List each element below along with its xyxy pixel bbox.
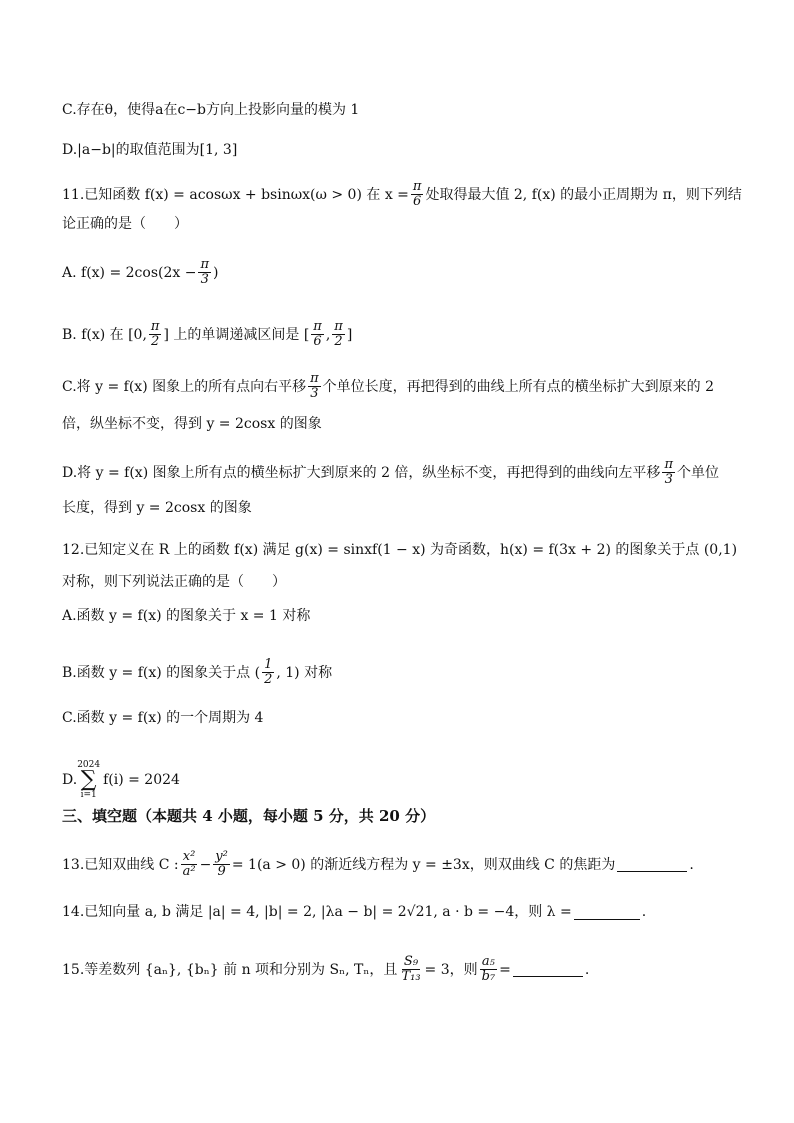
fraction-a5-over-b7: $\frac{\text{a₅}}{\text{b₇}}$: [481, 954, 496, 984]
question-14: 14.已知向量 a, b 满足 |a| = 4, |b| = 2, |λa − b| = 2√21, a · b = −4，则 λ = .: [62, 904, 647, 920]
q11-option-c-line2: 倍，纵坐标不变，得到 y = 2cosx 的图象: [62, 416, 322, 432]
question-11-stem-line1: 11.已知函数 f(x) = acosωx + bsinωx(ω > 0) 在 x = $\frac{\pi}{6}$ 处取得最大值 2, f(x) 的最小正周期为 π，则下列结: [62, 179, 742, 209]
answer-blank-13[interactable]: [617, 857, 687, 872]
q11-option-d-line1: D.将 y = f(x) 图象上所有点的横坐标扩大到原来的 2 倍，纵坐标不变，再把得到的曲线向左平移 $\frac{\pi}{3}$ 个单位: [62, 457, 719, 487]
fraction-s9-over-t13: $\frac{\text{S₉}}{\text{T₁₃}}$: [401, 954, 421, 984]
q11-option-c-line1: C.将 y = f(x) 图象上的所有点向右平移 $\frac{\pi}{3}$ 个单位长度，再把得到的曲线上所有点的横坐标扩大到原来的 2: [62, 371, 715, 401]
fraction-one-half: $\frac{1}{2}$: [264, 657, 273, 687]
question-11-stem-line2: 论正确的是（ ）: [62, 216, 188, 232]
answer-blank-14[interactable]: [574, 905, 640, 920]
fraction-y2-over-9: $\frac{\text{y²}}{9}$: [215, 849, 228, 879]
q12-option-d: D. 2024 ∑ i=1 f(i) = 2024: [62, 760, 180, 800]
section-3-heading: 三、填空题（本题共 4 小题，每小题 5 分，共 20 分）: [62, 807, 436, 825]
fraction-pi-over-2: $\frac{\pi}{2}$: [334, 319, 343, 349]
question-12-stem-line2: 对称，则下列说法正确的是（ ）: [62, 574, 286, 590]
summation-symbol: 2024 ∑ i=1: [77, 760, 101, 800]
fraction-pi-over-3: $\frac{\pi}{3}$: [200, 257, 209, 287]
q11-option-d-line2: 长度，得到 y = 2cosx 的图象: [62, 500, 252, 516]
fraction-pi-over-3: $\frac{\pi}{3}$: [310, 371, 319, 401]
q12-option-b: B.函数 y = f(x) 的图象关于点 ( $\frac{1}{2}$ , 1) 对称: [62, 657, 333, 687]
fraction-pi-over-6: $\frac{\pi}{6}$: [412, 179, 422, 209]
question-15: 15.等差数列 {aₙ}, {bₙ} 前 n 项和分别为 Sₙ, Tₙ，且 $\frac{\text{S₉}}{\text{T₁₃}}$ = 3，则 $\frac{\text{a₅}}{\text{b₇}}$ = .: [62, 954, 590, 984]
q11-option-b: B. f(x) 在 [0, $\frac{\pi}{2}$ ] 上的单调递减区间是 [ $\frac{\pi}{6}$ , $\frac{\pi}{2}$ ]: [62, 319, 353, 349]
q12-option-c: C.函数 y = f(x) 的一个周期为 4: [62, 710, 264, 726]
option-d-line: D.|a−b|的取值范围为[1, 3]: [62, 142, 238, 158]
question-12-stem-line1: 12.已知定义在 R 上的函数 f(x) 满足 g(x) = sinxf(1 − x) 为奇函数，h(x) = f(3x + 2) 的图象关于点 (0,1): [62, 542, 738, 558]
question-13: 13.已知双曲线 C : $\frac{\text{x²}}{\text{a²}}$ − $\frac{\text{y²}}{9}$ = 1(a > 0) 的渐近线方程为 y = ±3x，则双曲线 C 的焦距为 .: [62, 849, 694, 879]
fraction-pi-over-6: $\frac{\pi}{6}$: [313, 319, 322, 349]
fraction-pi-over-3: $\frac{\pi}{3}$: [664, 457, 673, 487]
fraction-pi-over-2: $\frac{\pi}{2}$: [150, 319, 160, 349]
q12-option-a: A.函数 y = f(x) 的图象关于 x = 1 对称: [62, 608, 311, 624]
answer-blank-15[interactable]: [513, 962, 583, 977]
option-c-line: C.存在θ，使得a在c−b方向上投影向量的模为 1: [62, 102, 360, 118]
q11-option-a: A. f(x) = 2cos(2x − $\frac{\pi}{3}$ ): [62, 257, 219, 287]
fraction-x2-over-a2: $\frac{\text{x²}}{\text{a²}}$: [182, 849, 196, 879]
